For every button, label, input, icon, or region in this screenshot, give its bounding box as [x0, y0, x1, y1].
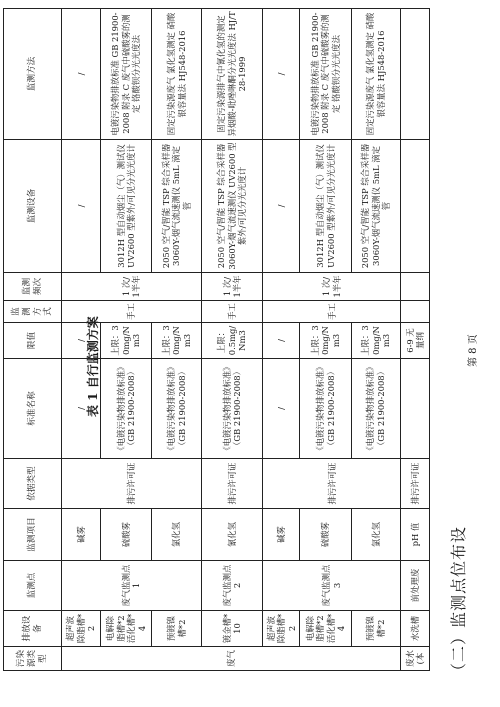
facility-cell: 镀金槽*10 — [201, 611, 263, 647]
frequency-cell: 1 次/1半年 — [263, 273, 401, 301]
item-cell: 碱雾 — [263, 509, 300, 561]
equipment-cell: 3012H 型自动烟尘（气）测试仪 UV2600 型紫外/可见分光光度计 — [101, 140, 152, 273]
facility-cell: 预镀镍槽*2 — [152, 611, 201, 647]
facility-cell: 超声波除脂槽*2 — [263, 611, 300, 647]
monitor-point-cell: 废气监测点 3 — [263, 561, 401, 611]
pollution-type-wastewater: 废水(本 — [401, 647, 430, 671]
equipment-cell: 3012H 型自动烟尘（气）测试仪 UV2600 型紫外/可见分光光度计 — [300, 140, 351, 273]
equipment-cell: / — [62, 140, 101, 273]
analysis-cell — [401, 9, 430, 140]
table-row — [401, 9, 430, 671]
facility-cell: 电解除脂槽*2活化槽*4 — [300, 611, 351, 647]
header-basis-type: 依据类型 — [4, 459, 62, 509]
limit-cell: 6-9 无量纲 — [401, 323, 430, 359]
standard-cell: 《电镀污染物排放标准》（GB 21900-2008） — [300, 359, 351, 459]
header-frequency: 监测频次 — [4, 273, 62, 301]
table-row — [201, 9, 263, 671]
header-pollution-type: 污染源类型 — [4, 647, 62, 671]
facility-cell: 电解除脂槽*2活化槽*4 — [101, 611, 152, 647]
item-cell: 氰化氢 — [201, 509, 263, 561]
analysis-cell: 电镀污染物排放标准 GB 21900-2008 附录 C 废气中硫酸雾的测定 铬酸钡分光光度法 — [101, 9, 152, 140]
equipment-cell: 2050 空气/智能 TSP 综合采样器 3060Y-烟气流速测仪 5mL 滴定管 — [152, 140, 201, 273]
basis-cell: 排污许可证 — [62, 459, 202, 509]
item-cell: 硫酸雾 — [101, 509, 152, 561]
table-row — [62, 9, 101, 671]
header-analysis-method: 监测方法 — [4, 9, 62, 140]
facility-cell: 水洗槽 — [401, 611, 430, 647]
equipment-cell — [401, 140, 430, 273]
analysis-cell: / — [62, 9, 101, 140]
table-title: 表 1 自行监测方案 — [86, 316, 100, 417]
method-cell — [401, 301, 430, 323]
analysis-cell: 电镀污染物排放标准 GB 21900-2008 附录 C 废气中硫酸雾的测定 铬酸钡分光光度法 — [300, 9, 351, 140]
standard-cell: 《电镀污染物排放标准》（GB 21900-2008） — [152, 359, 201, 459]
item-cell: 氯化氢 — [351, 509, 400, 561]
basis-cell: 排污许可证 — [263, 459, 401, 509]
basis-cell: 排污许可证 — [201, 459, 263, 509]
header-limit: 限值 — [4, 323, 62, 359]
table-row — [263, 9, 300, 671]
monitor-point-cell: 废气监测点 1 — [62, 561, 202, 611]
analysis-cell: 固定污染源排气中氰化氢的测定 异烟酸-吡唑啉酮分光光度法 HJ/T 28-1999 — [201, 9, 263, 140]
header-monitor-point: 监测点 — [4, 561, 62, 611]
pollution-type-gas: 废气 — [62, 647, 401, 671]
header-facility: 排放设备 — [4, 611, 62, 647]
facility-cell: 预镀镍槽*2 — [351, 611, 400, 647]
standard-cell: 《电镀污染物排放标准》（GB 21900-2008） — [101, 359, 152, 459]
limit-cell: 上限：30mg/Nm3 — [300, 323, 351, 359]
facility-cell: 超声波除脂槽*2 — [62, 611, 101, 647]
standard-cell: 《电镀污染物排放标准》（GB 21900-2008） — [351, 359, 400, 459]
equipment-cell: / — [263, 140, 300, 273]
limit-cell: / — [62, 323, 101, 359]
method-cell: 手工 — [62, 301, 202, 323]
limit-cell: 上限：30mg/Nm3 — [152, 323, 201, 359]
standard-cell: 《电镀污染物排放标准》（GB 21900-2008） — [201, 359, 263, 459]
equipment-cell: 2050 空气/智能 TSP 综合采样器 3060Y-烟气流速测仪 5mL 滴定管 — [351, 140, 400, 273]
table-header-row — [4, 9, 62, 671]
page-number: 第 8 页 — [468, 334, 479, 367]
method-cell: 手工 — [201, 301, 263, 323]
item-cell: 碱雾 — [62, 509, 101, 561]
frequency-cell: 1 次/1半年 — [62, 273, 202, 301]
item-cell: 氯化氢 — [152, 509, 201, 561]
equipment-cell: 2050 空气/智能 TSP 综合采样器 3060Y-烟气流速测仪 UV2600 型紫外/可见分光光度计 — [201, 140, 263, 273]
monitoring-plan-table — [3, 8, 430, 671]
frequency-cell: 1 次/1半年 — [201, 273, 263, 301]
standard-cell: / — [62, 359, 101, 459]
standard-cell: / — [263, 359, 300, 459]
standard-cell — [401, 359, 430, 459]
frequency-cell — [401, 273, 430, 301]
limit-cell: 上限：30mg/Nm3 — [351, 323, 400, 359]
section-heading: （二）监测点位布设 — [449, 525, 468, 679]
limit-cell: 上限：0.5mg/Nm3 — [201, 323, 263, 359]
monitor-point-cell: 前处理废 — [401, 561, 430, 611]
header-standard-name: 标准名称 — [4, 359, 62, 459]
method-cell: 手工 — [263, 301, 401, 323]
limit-cell: 上限：30mg/Nm3 — [101, 323, 152, 359]
header-equipment: 监测设备 — [4, 140, 62, 273]
analysis-cell: / — [263, 9, 300, 140]
item-cell: 硫酸雾 — [300, 509, 351, 561]
header-method: 监测方式 — [4, 301, 62, 323]
limit-cell: / — [263, 323, 300, 359]
header-item: 监测项目 — [4, 509, 62, 561]
monitor-point-cell: 废气监测点 2 — [201, 561, 263, 611]
analysis-cell: 固定污染源废气 氯化氢测定 硝酸银容量法 HJ548-2016 — [351, 9, 400, 140]
analysis-cell: 固定污染源废气 氯化氢测定 硝酸银容量法 HJ548-2016 — [152, 9, 201, 140]
basis-cell: 排污许可证 — [401, 459, 430, 509]
item-cell: pH 值 — [401, 509, 430, 561]
